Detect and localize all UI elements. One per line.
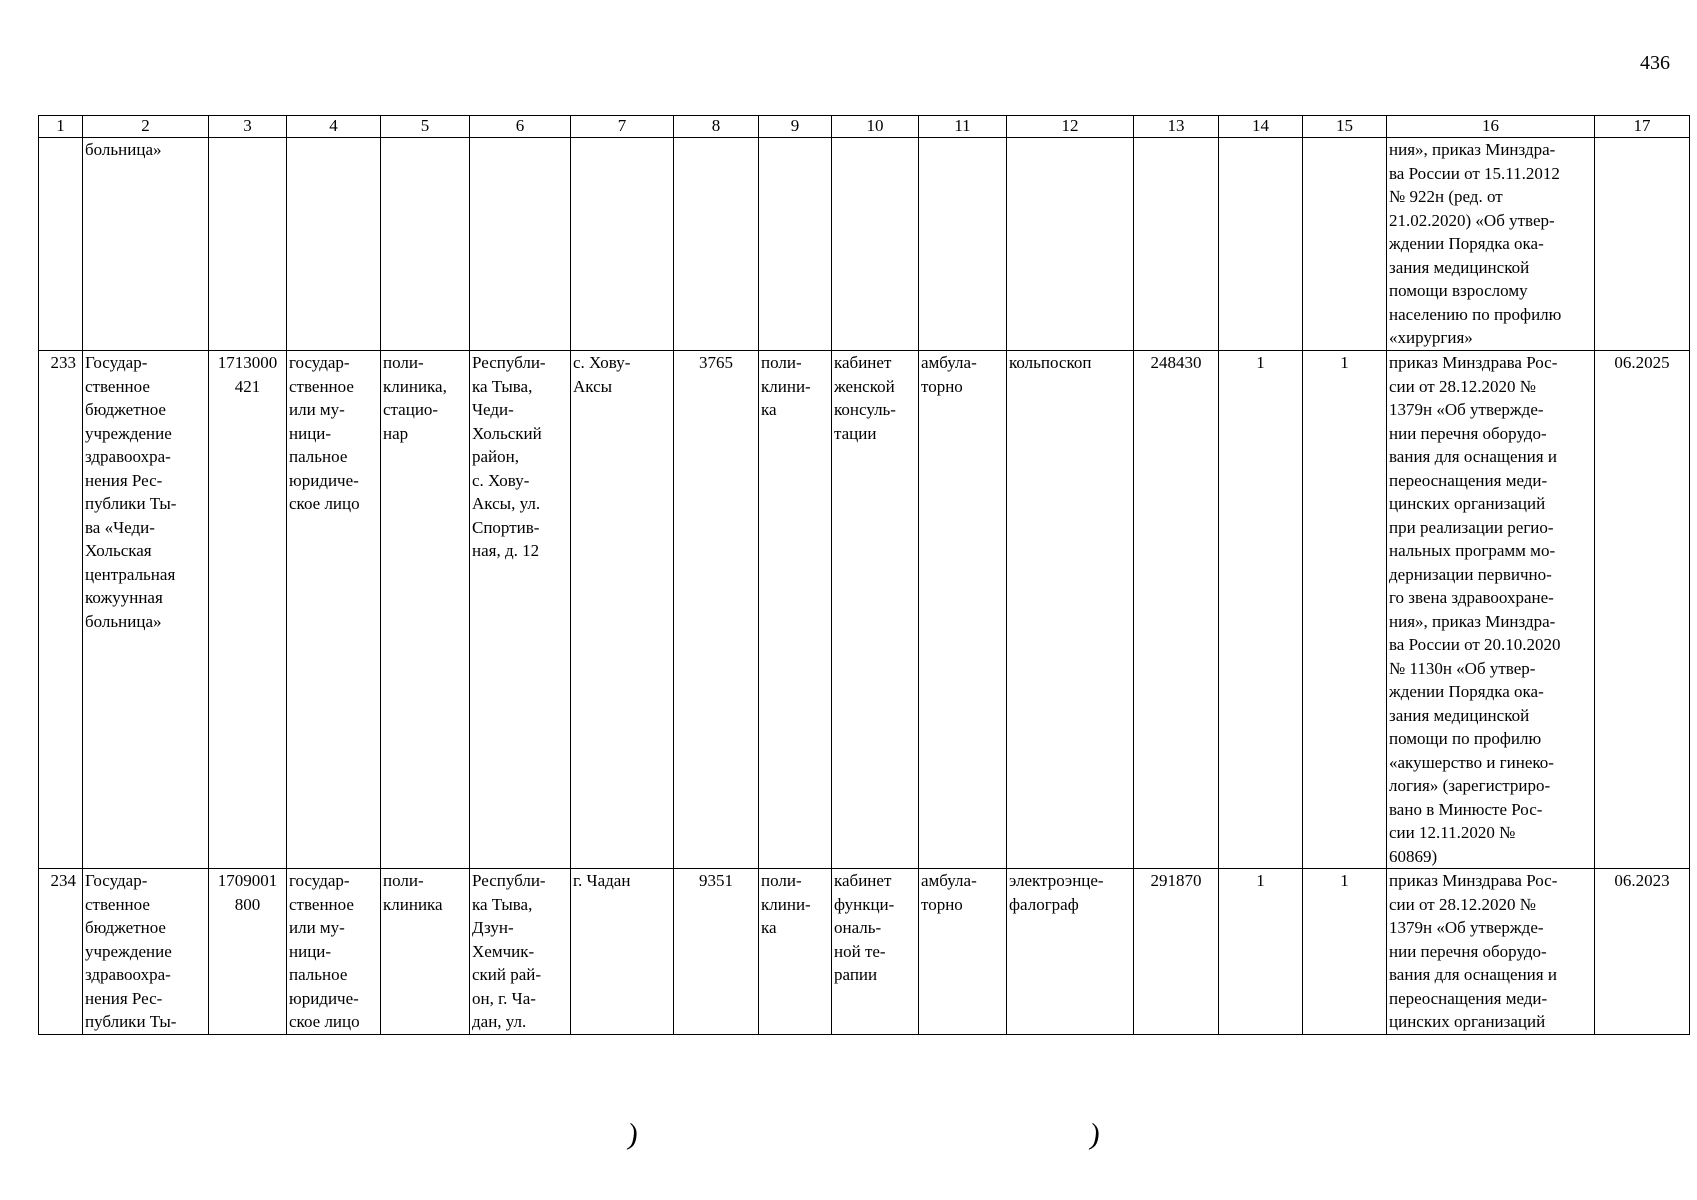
- equipment-code: 248430: [1134, 351, 1219, 869]
- equipment-name: кольпоскоп: [1007, 351, 1134, 869]
- table-cell: [1303, 138, 1387, 351]
- row-number: 233: [39, 351, 83, 869]
- table-cell: [39, 138, 83, 351]
- organization-code: 1709001 800: [209, 869, 287, 1035]
- ink-mark: ): [625, 1117, 641, 1152]
- table-row: [39, 351, 1690, 869]
- header-cell: 8: [674, 116, 759, 138]
- header-cell: 7: [571, 116, 674, 138]
- continuation-row: [39, 138, 1690, 351]
- equipment-table: [38, 115, 1690, 1035]
- population: 3765: [674, 351, 759, 869]
- header-cell: 13: [1134, 116, 1219, 138]
- address: Республи- ка Тыва, Чеди- Хольский район, с. Хову- Аксы, ул. Спортив- ная, д. 12: [470, 351, 571, 869]
- facility-type: поли- клиника: [381, 869, 470, 1035]
- header-cell: 9: [759, 116, 832, 138]
- table-cell: больница»: [83, 138, 209, 351]
- unit-type: поли- клини- ка: [759, 869, 832, 1035]
- legal-form: государ- ственное или му- ници- пальное юридиче- ское лицо: [287, 351, 381, 869]
- facility-type: поли- клиника, стацио- нар: [381, 351, 470, 869]
- legal-form: государ- ственное или му- ници- пальное юридиче- ское лицо: [287, 869, 381, 1035]
- care-mode: амбула- торно: [919, 869, 1007, 1035]
- header-cell: 16: [1387, 116, 1595, 138]
- organization-code: 1713000 421: [209, 351, 287, 869]
- legal-basis: приказ Минздрава Рос- сии от 28.12.2020 № 1379н «Об утвержде- нии перечня оборудо- вания для оснащения и переоснащения меди- цинских организаций: [1387, 869, 1595, 1035]
- legal-basis: приказ Минздрава Рос- сии от 28.12.2020 № 1379н «Об утвержде- нии перечня оборудо- вания для оснащения и переоснащения меди- цинских организаций при реализации регио- нальных программ мо- дернизации первично- го звена здравоохране- ния», приказ Минздра- ва России от 20.10.2020 № 1130н «Об утвер- ждении Порядка ока- зания медицинской помощи по профилю «акушерство и гинеко- логия» (зарегистриро- вано в Минюсте Рос- сии 12.11.2020 № 60869): [1387, 351, 1595, 869]
- table-cell: [1219, 138, 1303, 351]
- department: кабинет женской консуль- тации: [832, 351, 919, 869]
- quantity: 1: [1219, 351, 1303, 869]
- header-cell: 6: [470, 116, 571, 138]
- table-cell: [381, 138, 470, 351]
- settlement: г. Чадан: [571, 869, 674, 1035]
- quantity: 1: [1303, 351, 1387, 869]
- quantity: 1: [1219, 869, 1303, 1035]
- table-cell: [209, 138, 287, 351]
- header-cell: 3: [209, 116, 287, 138]
- table-cell: [1595, 138, 1690, 351]
- date: 06.2025: [1595, 351, 1690, 869]
- header-cell: 10: [832, 116, 919, 138]
- table-cell: [470, 138, 571, 351]
- care-mode: амбула- торно: [919, 351, 1007, 869]
- table-cell: [919, 138, 1007, 351]
- department: кабинет функци- ональ- ной те- рапии: [832, 869, 919, 1035]
- ink-mark: ): [1087, 1117, 1103, 1152]
- table-cell: ния», приказ Минздра- ва России от 15.11.2012 № 922н (ред. от 21.02.2020) «Об утвер- ждении Порядка ока- зания медицинской помощи взрослому населению по профилю «хирургия»: [1387, 138, 1595, 351]
- header-cell: 11: [919, 116, 1007, 138]
- header-cell: 1: [39, 116, 83, 138]
- row-number: 234: [39, 869, 83, 1035]
- header-cell: 2: [83, 116, 209, 138]
- equipment-name: электроэнце- фалограф: [1007, 869, 1134, 1035]
- table-cell: [674, 138, 759, 351]
- header-row: [39, 116, 1690, 138]
- date: 06.2023: [1595, 869, 1690, 1035]
- header-cell: 17: [1595, 116, 1690, 138]
- table-cell: [287, 138, 381, 351]
- table-cell: [1134, 138, 1219, 351]
- unit-type: поли- клини- ка: [759, 351, 832, 869]
- page-number: 436: [1640, 52, 1670, 74]
- table-cell: [832, 138, 919, 351]
- organization-name: Государ- ственное бюджетное учреждение здравоохра- нения Рес- публики Ты-: [83, 869, 209, 1035]
- settlement: с. Хову- Аксы: [571, 351, 674, 869]
- header-cell: 15: [1303, 116, 1387, 138]
- header-cell: 14: [1219, 116, 1303, 138]
- equipment-code: 291870: [1134, 869, 1219, 1035]
- header-cell: 4: [287, 116, 381, 138]
- table-row: [39, 869, 1690, 1035]
- address: Республи- ка Тыва, Дзун- Хемчик- ский рай- он, г. Ча- дан, ул.: [470, 869, 571, 1035]
- table-cell: [571, 138, 674, 351]
- organization-name: Государ- ственное бюджетное учреждение здравоохра- нения Рес- публики Ты- ва «Чеди- Хольская центральная кожуунная больница»: [83, 351, 209, 869]
- header-cell: 5: [381, 116, 470, 138]
- table-cell: [1007, 138, 1134, 351]
- quantity: 1: [1303, 869, 1387, 1035]
- table-cell: [759, 138, 832, 351]
- population: 9351: [674, 869, 759, 1035]
- header-cell: 12: [1007, 116, 1134, 138]
